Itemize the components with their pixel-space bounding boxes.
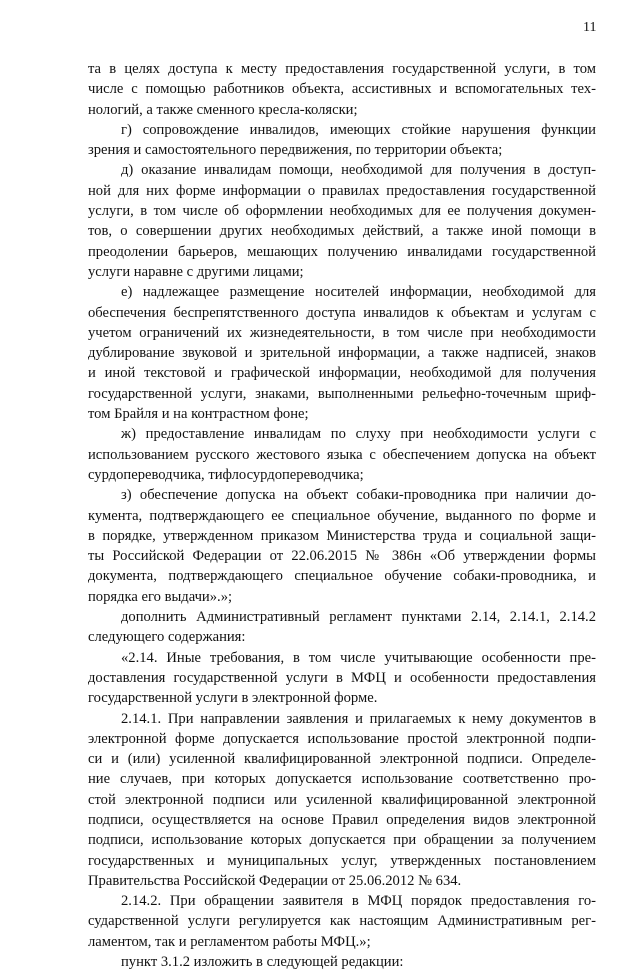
text-line: 2.14.1. При направлении заявления и прилагаемых к нему документов в	[121, 710, 596, 727]
text-line: сударственной услуги регулируется как настоящим Административным рег-	[88, 913, 596, 930]
text-line: ты Российской Федерации от 22.06.2015 № 386н «Об утверждении формы	[88, 548, 596, 565]
text-line: услуги, в том числе об оформлении необходимых для ее получения докумен-	[88, 203, 596, 220]
text-line: обеспечения беспрепятственного доступа инвалидов к объектам и услугам с	[88, 304, 596, 321]
text-line: государственной услуги в электронной форме.	[88, 690, 378, 707]
text-line: ж) предоставление инвалидам по слуху при необходимости услуги с	[121, 426, 596, 443]
text-line: пункт 3.1.2 изложить в следующей редакции:	[121, 954, 404, 971]
text-line: стой электронной подписи или усиленной квалифицированной электронной	[88, 791, 596, 808]
text-line: г) сопровождение инвалидов, имеющих стойкие нарушения функции	[121, 121, 596, 138]
text-line: «2.14. Иные требования, в том числе учитывающие особенности пре-	[121, 649, 596, 666]
text-line: дублирование звуковой и зрительной информации, а также надписей, знаков	[88, 345, 596, 362]
text-line: е) надлежащее размещение носителей информации, необходимой для	[121, 284, 596, 301]
text-line: д) оказание инвалидам помощи, необходимой для получения в доступ-	[121, 162, 596, 179]
text-line: государственной услуги, знаками, выполненными рельефно-точечным шриф-	[88, 385, 596, 402]
text-line: сурдопереводчика, тифлосурдопереводчика;	[88, 466, 364, 483]
text-line: ние случаев, при которых допускается использование соответственно про-	[88, 771, 596, 788]
text-line: ной для них форме информации о правилах предоставления государственной	[88, 182, 596, 199]
text-line: подписи, использование которых допускается при обращении за получением	[88, 832, 596, 849]
text-line: та в целях доступа к месту предоставления государственной услуги, в том	[88, 61, 596, 77]
text-line: и иной текстовой и графической информации, необходимой для получения	[88, 365, 596, 382]
text-line: тов, о совершении других необходимых действий, а также иной помощи в	[88, 223, 596, 240]
text-line: си и (или) усиленной квалифицированной электронной подписи. Определе-	[88, 751, 596, 768]
text-line: том Брайля и на контрастном фоне;	[88, 406, 309, 423]
text-line: зрения и самостоятельного передвижения, по территории объекта;	[88, 142, 503, 159]
text-line: дополнить Административный регламент пунктами 2.14, 2.14.1, 2.14.2	[121, 609, 596, 626]
text-line: электронной форме допускается использование простой электронной подпи-	[88, 730, 596, 747]
text-line: подписи, осуществляется на основе Правил определения видов электронной	[88, 811, 596, 828]
body-text	[88, 59, 596, 972]
text-line: государственных и муниципальных услуг, утвержденных постановлением	[88, 852, 596, 869]
text-line: в порядке, утвержденном приказом Министерства труда и социальной защи-	[88, 527, 596, 544]
text-line: з) обеспечение допуска на объект собаки-проводника при наличии до-	[121, 487, 596, 504]
text-line: преодолении барьеров, мешающих получению инвалидами государственной	[88, 243, 596, 260]
text-line: доставления государственной услуги в МФЦ и особенности предоставления	[88, 669, 596, 686]
text-line: числе с помощью работников объекта, ассистивных и вспомогательных тех-	[88, 81, 596, 98]
text-line: учетом ограничений их жизнедеятельности, в том числе при необходимости	[88, 324, 596, 341]
text-line: следующего содержания:	[88, 629, 246, 646]
text-line: кумента, подтверждающего ее специальное обучение, выданного по форме и	[88, 507, 596, 524]
text-line: нологий, а также сменного кресла-коляски;	[88, 101, 358, 118]
text-line: Правительства Российской Федерации от 25.06.2012 № 634.	[88, 872, 462, 889]
text-line: ламентом, так и регламентом работы МФЦ.»;	[88, 933, 371, 950]
text-line: использованием русского жестового языка с обеспечением допуска на объект	[88, 446, 596, 463]
page-number: 11	[583, 20, 597, 35]
text-line: документа, подтверждающего специальное обучение собаки-проводника, и	[88, 568, 596, 585]
text-line: порядка его выдачи».»;	[88, 588, 233, 605]
text-line: 2.14.2. При обращении заявителя в МФЦ порядок предоставления го-	[121, 893, 596, 910]
text-line: услуги наравне с другими лицами;	[88, 263, 304, 280]
